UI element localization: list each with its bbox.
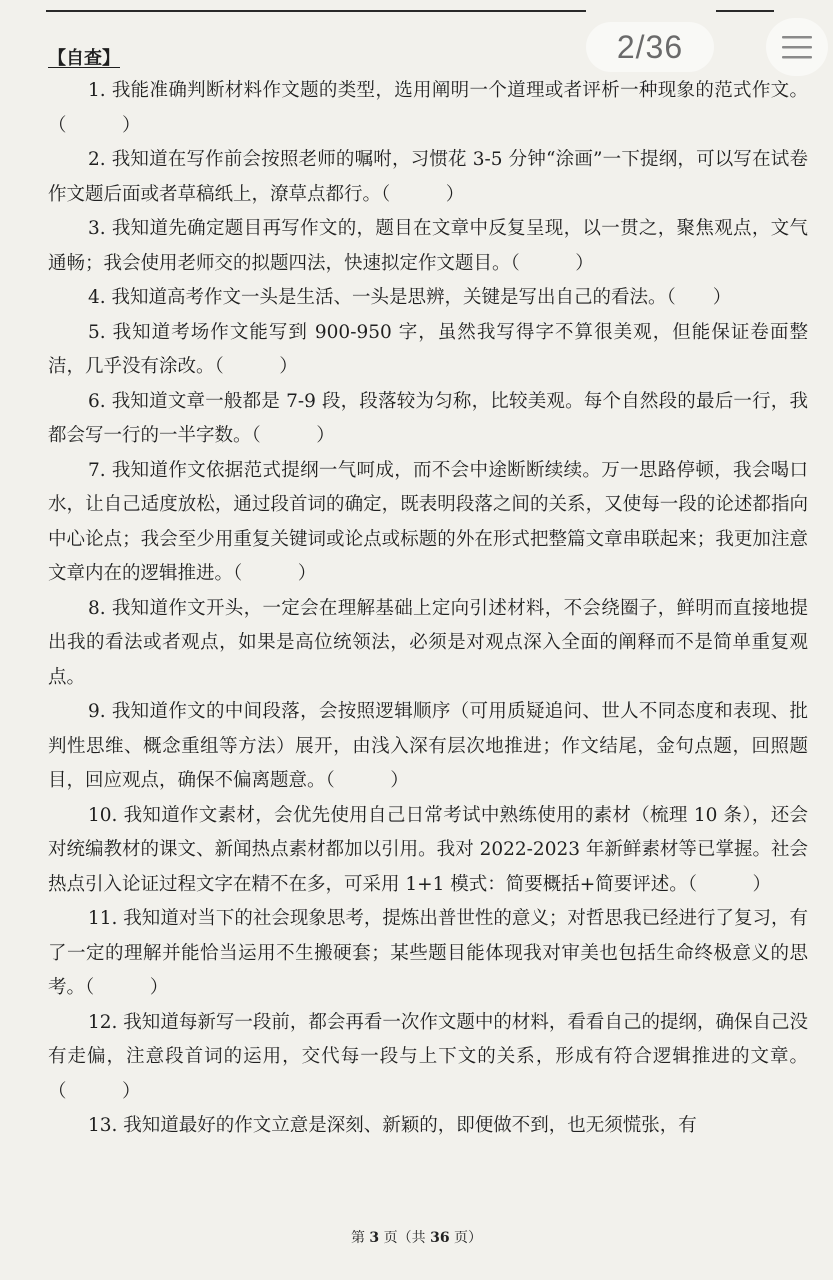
top-rule: [46, 10, 586, 12]
footer-page-number: 3: [369, 1230, 380, 1246]
checklist-item-7: 7. 我知道作文依据范式提纲一气呵成，而不会中途断断续续。万一思路停顿，我会喝口水，让自己适度放松，通过段首词的确定，既表明段落之间的关系，又使每一段的论述都指向中心论点；我会至少用重复关键词或论点或标题的外在形式把整篇文章串联起来；我更加注意文章内在的逻辑推进。（ ）: [48, 459, 808, 584]
checklist-item-8: 8. 我知道作文开头，一定会在理解基础上定向引述材料，不会绕圈子，鲜明而直接地提出我的看法或者观点，如果是高位统领法，必须是对观点深入全面的阐释而不是简单重复观点。: [48, 597, 808, 688]
checklist-item-5: 5. 我知道考场作文能写到 900-950 字，虽然我写得字不算很美观，但能保证卷面整洁，几乎没有涂改。（ ）: [48, 321, 808, 377]
page-footer: [0, 1227, 833, 1247]
checklist-item-9: 9. 我知道作文的中间段落，会按照逻辑顺序（可用质疑追问、世人不同态度和表现、批判性思维、概念重组等方法）展开，由浅入深有层次地推进；作文结尾，金句点题，回照题目，回应观点，确保不偏离题意。（ ）: [48, 701, 808, 791]
page-indicator[interactable]: 2/36: [586, 22, 714, 72]
footer-prefix: 第: [350, 1230, 370, 1246]
checklist-item-2: 2. 我知道在写作前会按照老师的嘱咐，习惯花 3-5 分钟“涂画”一下提纲，可以写在试卷作文题后面或者草稿纸上，潦草点都行。（ ）: [48, 149, 808, 205]
footer-total-pages: 36: [430, 1230, 450, 1246]
checklist-item-4: 4. 我知道高考作文一头是生活、一头是思辨，关键是写出自己的看法。（ ）: [88, 287, 732, 308]
checklist-item-3: 3. 我知道先确定题目再写作文的，题目在文章中反复呈现，以一贯之，聚焦观点，文气通畅；我会使用老师交的拟题四法，快速拟定作文题目。（ ）: [48, 218, 808, 274]
checklist-item-10: 10. 我知道作文素材，会优先使用自己日常考试中熟练使用的素材（梳理 10 条），还会对统编教材的课文、新闻热点素材都加以引用。我对 2022-2023 年新鲜素材等已掌握。社会热点引入论证过程文字在精不在多，可采用 1+1 模式：简要概括+简要评述。（ ）: [48, 804, 808, 895]
document-body: [48, 46, 808, 1144]
top-rule-short: [716, 10, 774, 12]
footer-middle: 页（共: [379, 1230, 431, 1246]
checklist-item-13: 13. 我知道最好的作文立意是深刻、新颖的，即便做不到，也无须慌张，有: [88, 1115, 697, 1136]
checklist-item-12: 12. 我知道每新写一段前，都会再看一次作文题中的材料，看看自己的提纲，确保自己没有走偏，注意段首词的运用，交代每一段与上下文的关系，形成有符合逻辑推进的文章。（ ）: [48, 1011, 808, 1102]
section-title: 【自查】: [48, 48, 120, 69]
checklist-item-1: 1. 我能准确判断材料作文题的类型，选用阐明一个道理或者评析一种现象的范式作文。（ ）: [48, 80, 808, 136]
checklist-item-11: 11. 我知道对当下的社会现象思考，提炼出普世性的意义；对哲思我已经进行了复习，有了一定的理解并能恰当运用不生搬硬套；某些题目能体现我对审美也包括生命终极意义的思考。（ ）: [48, 908, 808, 998]
footer-suffix: 页）: [449, 1230, 483, 1246]
checklist-item-6: 6. 我知道文章一般都是 7-9 段，段落较为匀称，比较美观。每个自然段的最后一行，我都会写一行的一半字数。（ ）: [48, 390, 808, 446]
